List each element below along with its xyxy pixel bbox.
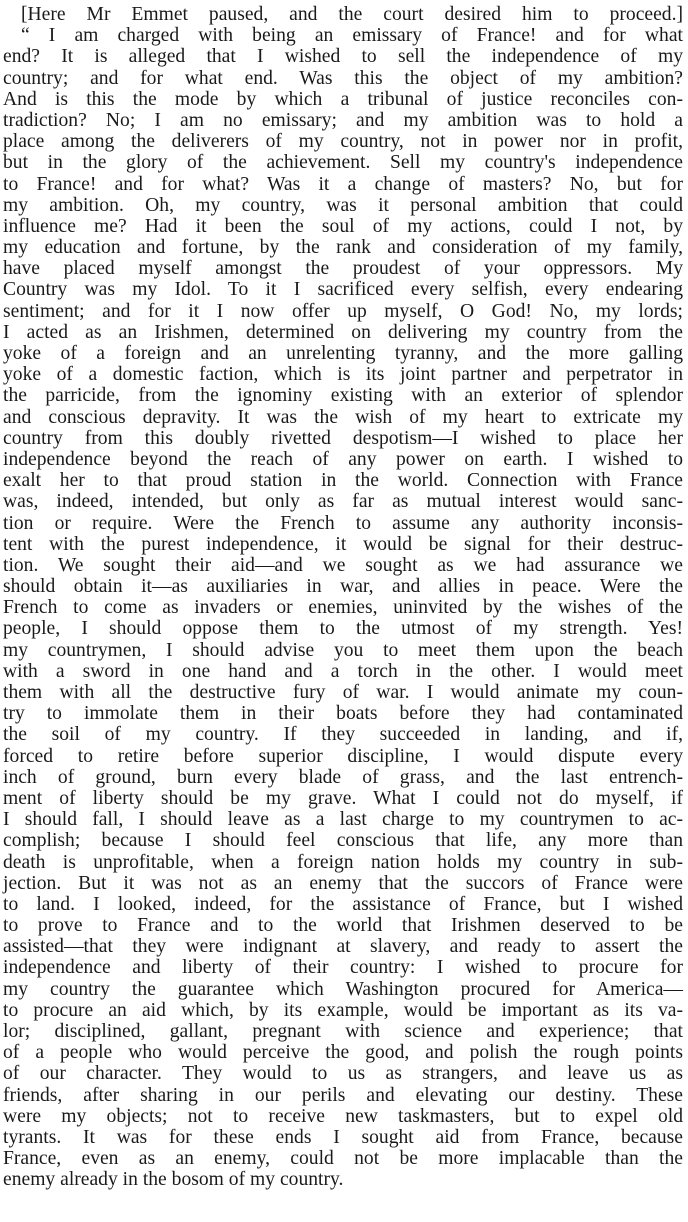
- text-line: them with all the destructive fury of war. I would animate my coun-: [3, 682, 683, 703]
- text-line: I should fall, I should leave as a last charge to my countrymen to ac-: [3, 809, 683, 831]
- text-line: inch of ground, burn every blade of grass, and the last entrench-: [3, 766, 683, 788]
- text-line: “ I am charged with being an emissary of France! and for what: [21, 25, 683, 47]
- text-line: and conscious depravity. It was the wish of my heart to extricate my: [3, 406, 683, 428]
- text-line: exalt her to that proud station in the world. Connection with France: [3, 470, 683, 492]
- text-line: with a sword in one hand and a torch in the other. I would meet: [3, 660, 683, 682]
- text-line: of our character. They would to us as strangers, and leave us as: [3, 1063, 683, 1085]
- text-line: tion. We sought their aid—and we sought as we had assurance we: [3, 554, 683, 576]
- text-line: jection. But it was not as an enemy that the succors of France were: [3, 872, 683, 894]
- text-line: death is unprofitable, when a foreign nation holds my country in sub-: [3, 851, 683, 873]
- text-line: to land. I looked, indeed, for the assistance of France, but I wished: [3, 893, 683, 915]
- text-line: should obtain it—as auxiliaries in war, and allies in peace. Were the: [3, 576, 683, 598]
- text-line: of a people who would perceive the good, and polish the rough points: [3, 1042, 683, 1064]
- text-line: independence beyond the reach of any power on earth. I wished to: [3, 448, 683, 470]
- text-line: end? It is alleged that I wished to sell the independence of my: [3, 46, 683, 68]
- text-line: tion or require. Were the French to assume any authority inconsis-: [3, 512, 683, 534]
- text-line: French to come as invaders or enemies, uninvited by the wishes of the: [3, 597, 683, 619]
- text-line: have placed myself amongst the proudest of your oppressors. My: [3, 258, 683, 280]
- text-line: to prove to France and to the world that Irishmen deserved to be: [3, 915, 683, 937]
- text-line: but in the glory of the achievement. Sell my country's independence: [3, 152, 683, 174]
- text-line: my education and fortune, by the rank and consideration of my family,: [3, 237, 683, 259]
- text-line: tyrants. It was for these ends I sought aid from France, because: [3, 1126, 683, 1148]
- text-line: my countrymen, I should advise you to meet them upon the beach: [3, 639, 683, 661]
- text-line: yoke of a foreign and an unrelenting tyranny, and the more galling: [3, 343, 683, 364]
- bracketed-note-line: [Here Mr Emmet paused, and the court desired him to proceed.]: [21, 4, 683, 25]
- text-line: friends, after sharing in our perils and elevating our destiny. These: [3, 1084, 683, 1106]
- text-line: ment of liberty should be my grave. What I could not do myself, if: [3, 787, 683, 809]
- text-line: assisted—that they were indignant at slavery, and ready to assert the: [3, 936, 683, 958]
- text-line: forced to retire before superior discipline, I would dispute every: [3, 745, 683, 767]
- text-line: France, even as an enemy, could not be more implacable than the: [3, 1148, 683, 1170]
- text-line: I acted as an Irishmen, determined on delivering my country from the: [3, 321, 683, 343]
- text-line: And is this the mode by which a tribunal of justice reconciles con-: [3, 88, 683, 110]
- text-line: place among the deliverers of my country, not in power nor in profit,: [3, 131, 683, 153]
- text-line: try to immolate them in their boats before they had contaminated: [3, 703, 683, 725]
- text-line: country; and for what end. Was this the object of my ambition?: [3, 67, 683, 89]
- text-line: the parricide, from the ignominy existing with an exterior of splendor: [3, 385, 683, 407]
- article-column: [3, 4, 683, 1191]
- text-line: people, I should oppose them to the utmost of my strength. Yes!: [3, 618, 683, 640]
- text-line: independence and liberty of their country: I wished to procure for: [3, 957, 683, 979]
- text-line: were my objects; not to receive new taskmasters, but to expel old: [3, 1105, 683, 1127]
- text-line: complish; because I should feel conscious that life, any more than: [3, 830, 683, 852]
- text-line: my ambition. Oh, my country, was it personal ambition that could: [3, 194, 683, 216]
- text-line: was, indeed, intended, but only as far as mutual interest would sanc-: [3, 491, 683, 513]
- text-line: Country was my Idol. To it I sacrificed every selfish, every endearing: [3, 279, 683, 301]
- text-line: to procure an aid which, by its example, would be important as its va-: [3, 999, 683, 1021]
- text-line: tradiction? No; I am no emissary; and my ambition was to hold a: [3, 109, 683, 131]
- text-line: country from this doubly rivetted despotism—I wished to place her: [3, 427, 683, 449]
- text-line: lor; disciplined, gallant, pregnant with science and experience; that: [3, 1021, 683, 1042]
- text-line: yoke of a domestic faction, which is its joint partner and perpetrator in: [3, 364, 683, 386]
- text-line: to France! and for what? Was it a change of masters? No, but for: [3, 173, 683, 195]
- text-line-last: enemy already in the bosom of my country.: [3, 1169, 344, 1191]
- text-line: tent with the purest independence, it would be signal for their destruc-: [3, 533, 683, 555]
- text-line: sentiment; and for it I now offer up myself, O God! No, my lords;: [3, 300, 683, 322]
- text-line: my country the guarantee which Washington procured for America—: [3, 978, 683, 1000]
- text-line: the soil of my country. If they succeeded in landing, and if,: [3, 724, 683, 746]
- text-line: influence me? Had it been the soul of my actions, could I not, by: [3, 215, 683, 237]
